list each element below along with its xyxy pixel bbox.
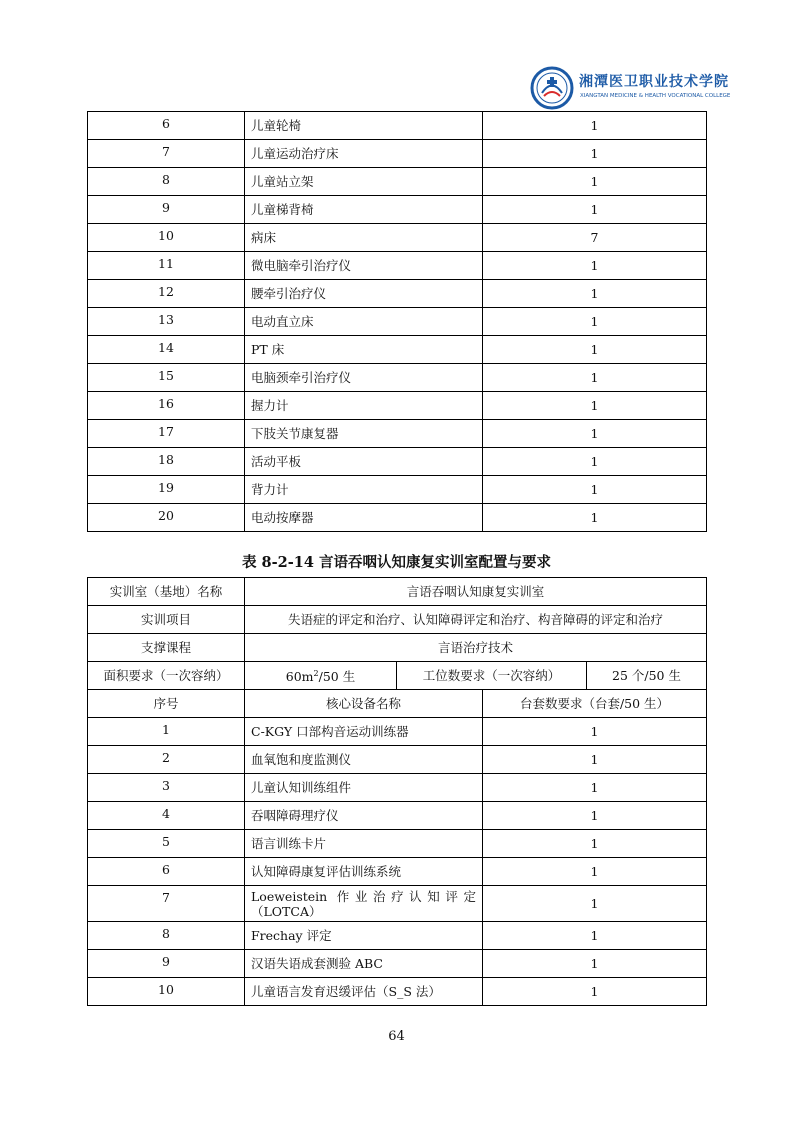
area-label: 面积要求（一次容纳）: [88, 662, 245, 690]
col-header-no: 序号: [88, 690, 245, 718]
equipment-quantity: 1: [483, 308, 707, 336]
equipment-quantity: 1: [483, 420, 707, 448]
equipment-name: Frechay 评定: [245, 922, 483, 950]
equipment-name: 儿童梯背椅: [245, 196, 483, 224]
equipment-quantity: 1: [483, 392, 707, 420]
equipment-quantity: 1: [483, 140, 707, 168]
equipment-quantity: 1: [483, 504, 707, 532]
table-row: [88, 420, 707, 448]
equipment-name: 下肢关节康复器: [245, 420, 483, 448]
table-row: [88, 922, 707, 950]
equipment-quantity: 1: [483, 718, 707, 746]
equipment-quantity: 1: [483, 858, 707, 886]
equipment-quantity: 1: [483, 922, 707, 950]
row-number: 17: [88, 420, 245, 448]
station-label: 工位数要求（一次容纳）: [397, 662, 587, 690]
equipment-name: 儿童语言发育迟缓评估（S_S 法）: [245, 978, 483, 1006]
row-number: 11: [88, 252, 245, 280]
equipment-quantity: 1: [483, 950, 707, 978]
equipment-quantity: 1: [483, 886, 707, 922]
equipment-name: 电动按摩器: [245, 504, 483, 532]
area-value-sup: 2: [313, 669, 319, 679]
equipment-quantity: 1: [483, 476, 707, 504]
table-row: [88, 140, 707, 168]
equipment-quantity: 7: [483, 224, 707, 252]
table-row: [88, 504, 707, 532]
school-name-en: XIANGTAN MEDICINE & HEALTH VOCATIONAL COLLEGE: [580, 93, 731, 99]
equipment-name: 微电脑牵引治疗仪: [245, 252, 483, 280]
equipment-quantity: 1: [483, 364, 707, 392]
table-row: [88, 448, 707, 476]
row-number: 10: [88, 978, 245, 1006]
room-name-row: [88, 578, 707, 606]
table-title: 表 8-2-14 言语吞咽认知康复实训室配置与要求: [242, 554, 551, 571]
row-number: 6: [88, 112, 245, 140]
row-number: 9: [88, 950, 245, 978]
row-number: 7: [88, 886, 245, 922]
page-number: 64: [388, 1029, 405, 1044]
equipment-name: 活动平板: [245, 448, 483, 476]
equipment-name: 背力计: [245, 476, 483, 504]
row-number: 9: [88, 196, 245, 224]
project-row: [88, 606, 707, 634]
equipment-name: 儿童运动治疗床: [245, 140, 483, 168]
row-number: 10: [88, 224, 245, 252]
row-number: 7: [88, 140, 245, 168]
equipment-name: 汉语失语成套测验 ABC: [245, 950, 483, 978]
row-number: 5: [88, 830, 245, 858]
table-row: [88, 950, 707, 978]
table-row: [88, 476, 707, 504]
equipment-quantity: 1: [483, 336, 707, 364]
table-row: [88, 168, 707, 196]
row-number: 19: [88, 476, 245, 504]
equipment-name: 认知障碍康复评估训练系统: [245, 858, 483, 886]
table-row: [88, 196, 707, 224]
table-row: [88, 280, 707, 308]
row-number: 8: [88, 922, 245, 950]
equipment-name: 语言训练卡片: [245, 830, 483, 858]
equipment-quantity: 1: [483, 196, 707, 224]
equipment-name: 儿童站立架: [245, 168, 483, 196]
table-row: [88, 718, 707, 746]
col-header-qty: 台套数要求（台套/50 生）: [483, 690, 707, 718]
table-row: [88, 774, 707, 802]
equipment-name: 电脑颈牵引治疗仪: [245, 364, 483, 392]
equipment-name: 电动直立床: [245, 308, 483, 336]
row-number: 15: [88, 364, 245, 392]
row-number: 1: [88, 718, 245, 746]
equipment-quantity: 1: [483, 112, 707, 140]
equipment-name: PT 床: [245, 336, 483, 364]
equipment-table-continued: [87, 111, 707, 532]
project-value: 失语症的评定和治疗、认知障碍评定和治疗、构音障碍的评定和治疗: [245, 606, 707, 634]
equipment-name: 吞咽障碍理疗仪: [245, 802, 483, 830]
column-header-row: [88, 690, 707, 718]
course-row: [88, 634, 707, 662]
area-row: [88, 662, 707, 690]
equipment-quantity: 1: [483, 830, 707, 858]
school-emblem-icon: [530, 66, 574, 110]
table-row: [88, 802, 707, 830]
row-number: 14: [88, 336, 245, 364]
equipment-quantity: 1: [483, 978, 707, 1006]
equipment-name: C-KGY 口部构音运动训练器: [245, 718, 483, 746]
equipment-quantity: 1: [483, 168, 707, 196]
station-value: 25 个/50 生: [587, 662, 707, 690]
row-number: 18: [88, 448, 245, 476]
area-value-suffix: /50 生: [318, 669, 356, 685]
equipment-quantity: 1: [483, 252, 707, 280]
school-name: 湘潭医卫职业技术学院: [579, 74, 729, 90]
table-row: [88, 830, 707, 858]
equipment-name: 腰牵引治疗仪: [245, 280, 483, 308]
room-label: 实训室（基地）名称: [88, 578, 245, 606]
project-label: 实训项目: [88, 606, 245, 634]
school-logo: [530, 66, 731, 110]
row-number: 12: [88, 280, 245, 308]
equipment-name: 儿童轮椅: [245, 112, 483, 140]
equipment-quantity: 1: [483, 802, 707, 830]
row-number: 2: [88, 746, 245, 774]
table-row: [88, 858, 707, 886]
row-number: 13: [88, 308, 245, 336]
equipment-quantity: 1: [483, 774, 707, 802]
table-row: [88, 308, 707, 336]
table-row: [88, 392, 707, 420]
row-number: 16: [88, 392, 245, 420]
row-number: 8: [88, 168, 245, 196]
equipment-quantity: 1: [483, 448, 707, 476]
table-row: [88, 252, 707, 280]
equipment-quantity: 1: [483, 280, 707, 308]
course-value: 言语治疗技术: [245, 634, 707, 662]
equipment-name: 握力计: [245, 392, 483, 420]
col-header-name: 核心设备名称: [245, 690, 483, 718]
table-row: [88, 336, 707, 364]
row-number: 4: [88, 802, 245, 830]
room-value: 言语吞咽认知康复实训室: [245, 578, 707, 606]
table-row: [88, 112, 707, 140]
equipment-name: 病床: [245, 224, 483, 252]
row-number: 3: [88, 774, 245, 802]
equipment-quantity: 1: [483, 746, 707, 774]
table-row: [88, 224, 707, 252]
equipment-name: 血氧饱和度监测仪: [245, 746, 483, 774]
table-row: [88, 886, 707, 922]
row-number: 20: [88, 504, 245, 532]
table-row: [88, 364, 707, 392]
equipment-name: 儿童认知训练组件: [245, 774, 483, 802]
course-label: 支撑课程: [88, 634, 245, 662]
equipment-name: Loeweistein 作业治疗认知评定（LOTCA）: [245, 886, 483, 922]
area-value-prefix: 60m: [285, 669, 314, 685]
table-row: [88, 746, 707, 774]
table-row: [88, 978, 707, 1006]
area-value: [245, 662, 397, 690]
speech-swallow-cognition-lab-table: [87, 577, 707, 1006]
row-number: 6: [88, 858, 245, 886]
